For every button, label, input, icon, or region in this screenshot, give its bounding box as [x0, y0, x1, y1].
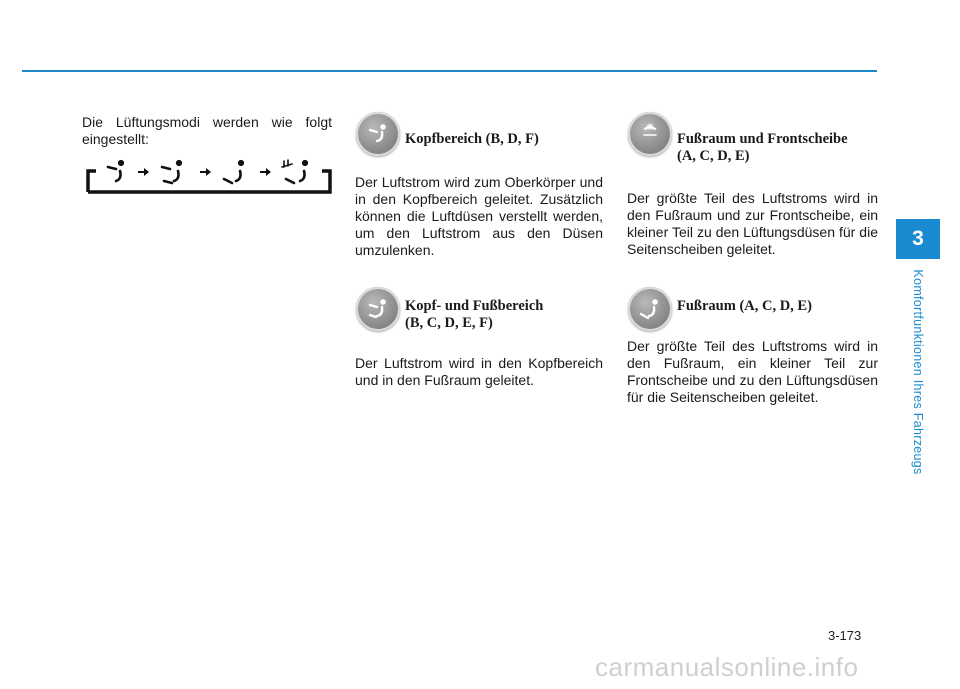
mode-heading-face: Kopfbereich (B, D, F) — [405, 131, 539, 147]
bilevel-seat-symbol — [162, 161, 181, 183]
face-vent-icon — [356, 112, 400, 156]
mode-text-floor: Der größte Teil des Luftstroms wird in den Fußraum, ein kleiner Teil zur Frontscheibe und zu den Lüftungsdüsen für die Seitenscheiben geleitet. — [627, 338, 878, 405]
mode-heading-bilevel-line2: (B, C, D, E, F) — [405, 315, 493, 331]
floor-vent-icon — [628, 287, 672, 331]
mode-text-floor-defrost: Der größte Teil des Luftstroms wird in den Fußraum und zur Frontscheibe, ein kleiner Teil zu den Lüftungsdüsen für die Seitenscheiben geleitet. — [627, 190, 878, 257]
floor-defrost-icon — [628, 112, 672, 156]
mode-heading-floor-defrost-line2: (A, C, D, E) — [677, 148, 750, 164]
mode-heading-bilevel — [405, 298, 543, 332]
top-rule — [22, 70, 877, 72]
watermark: carmanualsonline.info — [595, 652, 859, 682]
page-number: 3-173 — [828, 628, 862, 643]
mode-sequence-diagram — [86, 157, 332, 194]
floor-defrost-seat-symbol — [282, 160, 307, 183]
floor-seat-symbol — [224, 161, 243, 183]
bilevel-vent-icon — [356, 287, 400, 331]
mode-text-bilevel: Der Luftstrom wird in den Kopfbereich und in den Fußraum geleitet. — [355, 355, 603, 388]
mode-text-face: Der Luftstrom wird zum Oberkörper und in den Kopfbereich geleitet. Zusätzlich können die Luftdüsen verstellt werden, um den Luftstrom aus den Düsen umzulenken. — [355, 174, 603, 258]
chapter-tab: 3 — [896, 219, 940, 259]
mode-heading-floor: Fußraum (A, C, D, E) — [677, 298, 812, 314]
mode-heading-floor-defrost-line1: Fußraum und Frontscheibe — [677, 131, 848, 147]
face-seat-symbol — [108, 161, 123, 181]
mode-heading-floor-defrost — [677, 131, 848, 165]
intro-text: Die Lüftungsmodi werden wie folgt eingestellt: — [82, 114, 332, 147]
chapter-title: Komfortfunktionen Ihres Fahrzeugs — [911, 269, 925, 475]
mode-heading-bilevel-line1: Kopf- und Fußbereich — [405, 298, 544, 314]
